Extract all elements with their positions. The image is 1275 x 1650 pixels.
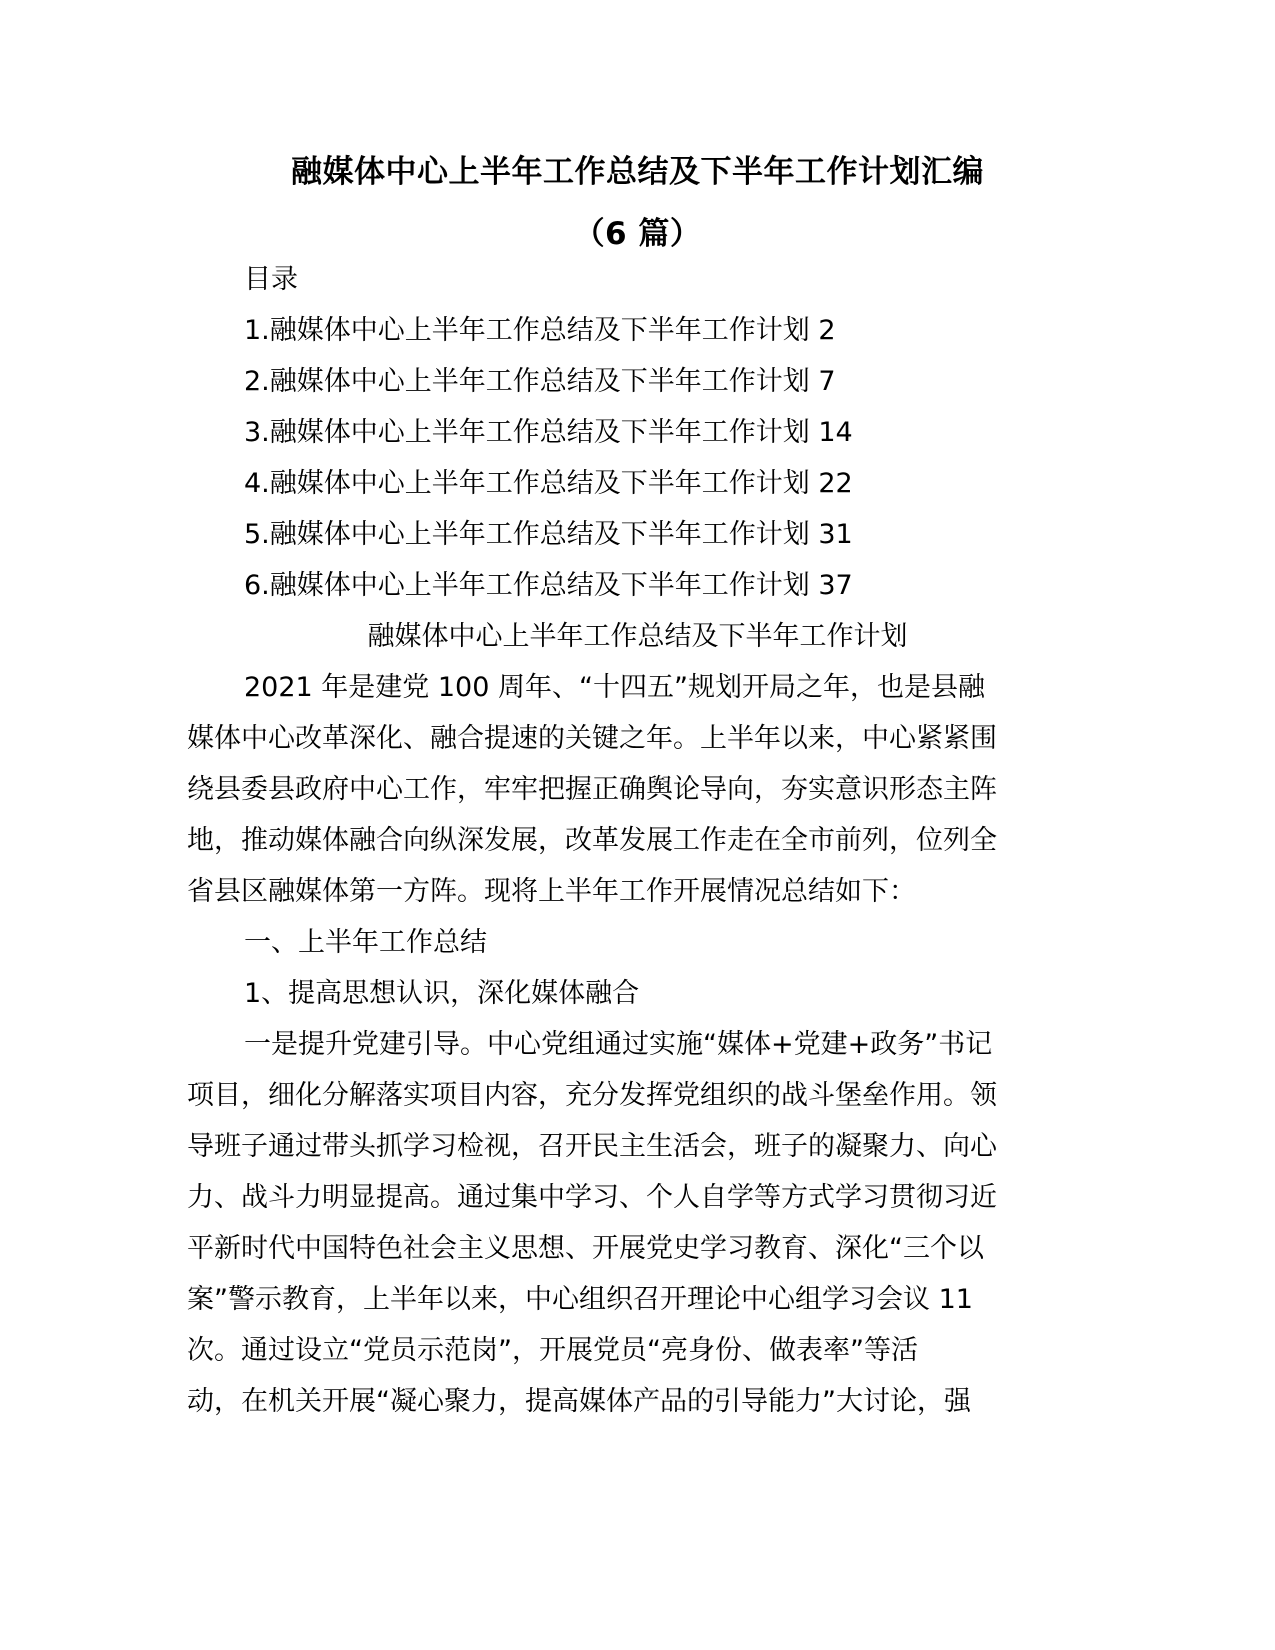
paragraph-line: 项目，细化分解落实项目内容，充分发挥党组织的战斗堡垒作用。领 xyxy=(187,1080,997,1111)
paragraph-line: 绕县委县政府中心工作，牢牢把握正确舆论导向，夯实意识形态主阵 xyxy=(187,774,997,805)
article-title: 融媒体中心上半年工作总结及下半年工作计划 xyxy=(367,621,908,652)
paragraph-line: 媒体中心改革深化、融合提速的关键之年。上半年以来，中心紧紧围 xyxy=(187,723,997,754)
document-title-count: （6 篇） xyxy=(573,216,702,252)
toc-item: 1.融媒体中心上半年工作总结及下半年工作计划 2 xyxy=(244,315,836,346)
paragraph-line: 导班子通过带头抓学习检视，召开民主生活会，班子的凝聚力、向心 xyxy=(187,1131,997,1162)
toc-item: 4.融媒体中心上半年工作总结及下半年工作计划 22 xyxy=(244,468,853,499)
paragraph-line: 力、战斗力明显提高。通过集中学习、个人自学等方式学习贯彻习近 xyxy=(187,1182,997,1213)
paragraph-line: 动，在机关开展“凝心聚力，提高媒体产品的引导能力”大讨论，强 xyxy=(187,1386,971,1417)
toc-heading: 目录 xyxy=(244,264,298,295)
section-heading: 一、上半年工作总结 xyxy=(244,927,487,958)
subsection-heading: 1、提高思想认识，深化媒体融合 xyxy=(244,978,640,1009)
paragraph-line: 地，推动媒体融合向纵深发展，改革发展工作走在全市前列，位列全 xyxy=(187,825,997,856)
paragraph-line: 2021 年是建党 100 周年、“十四五”规划开局之年，也是县融 xyxy=(244,672,985,703)
toc-item: 6.融媒体中心上半年工作总结及下半年工作计划 37 xyxy=(244,570,853,601)
toc-item: 3.融媒体中心上半年工作总结及下半年工作计划 14 xyxy=(244,417,853,448)
paragraph-line: 省县区融媒体第一方阵。现将上半年工作开展情况总结如下： xyxy=(187,876,916,907)
paragraph-line: 次。通过设立“党员示范岗”，开展党员“亮身份、做表率”等活 xyxy=(187,1335,918,1366)
toc-item: 2.融媒体中心上半年工作总结及下半年工作计划 7 xyxy=(244,366,836,397)
paragraph-line: 案”警示教育，上半年以来，中心组织召开理论中心组学习会议 11 xyxy=(187,1284,973,1315)
toc-item: 5.融媒体中心上半年工作总结及下半年工作计划 31 xyxy=(244,519,853,550)
paragraph-line: 平新时代中国特色社会主义思想、开展党史学习教育、深化“三个以 xyxy=(187,1233,984,1264)
document-title: 融媒体中心上半年工作总结及下半年工作计划汇编 xyxy=(291,154,984,190)
paragraph-line: 一是提升党建引导。中心党组通过实施“媒体+党建+政务”书记 xyxy=(244,1029,993,1060)
